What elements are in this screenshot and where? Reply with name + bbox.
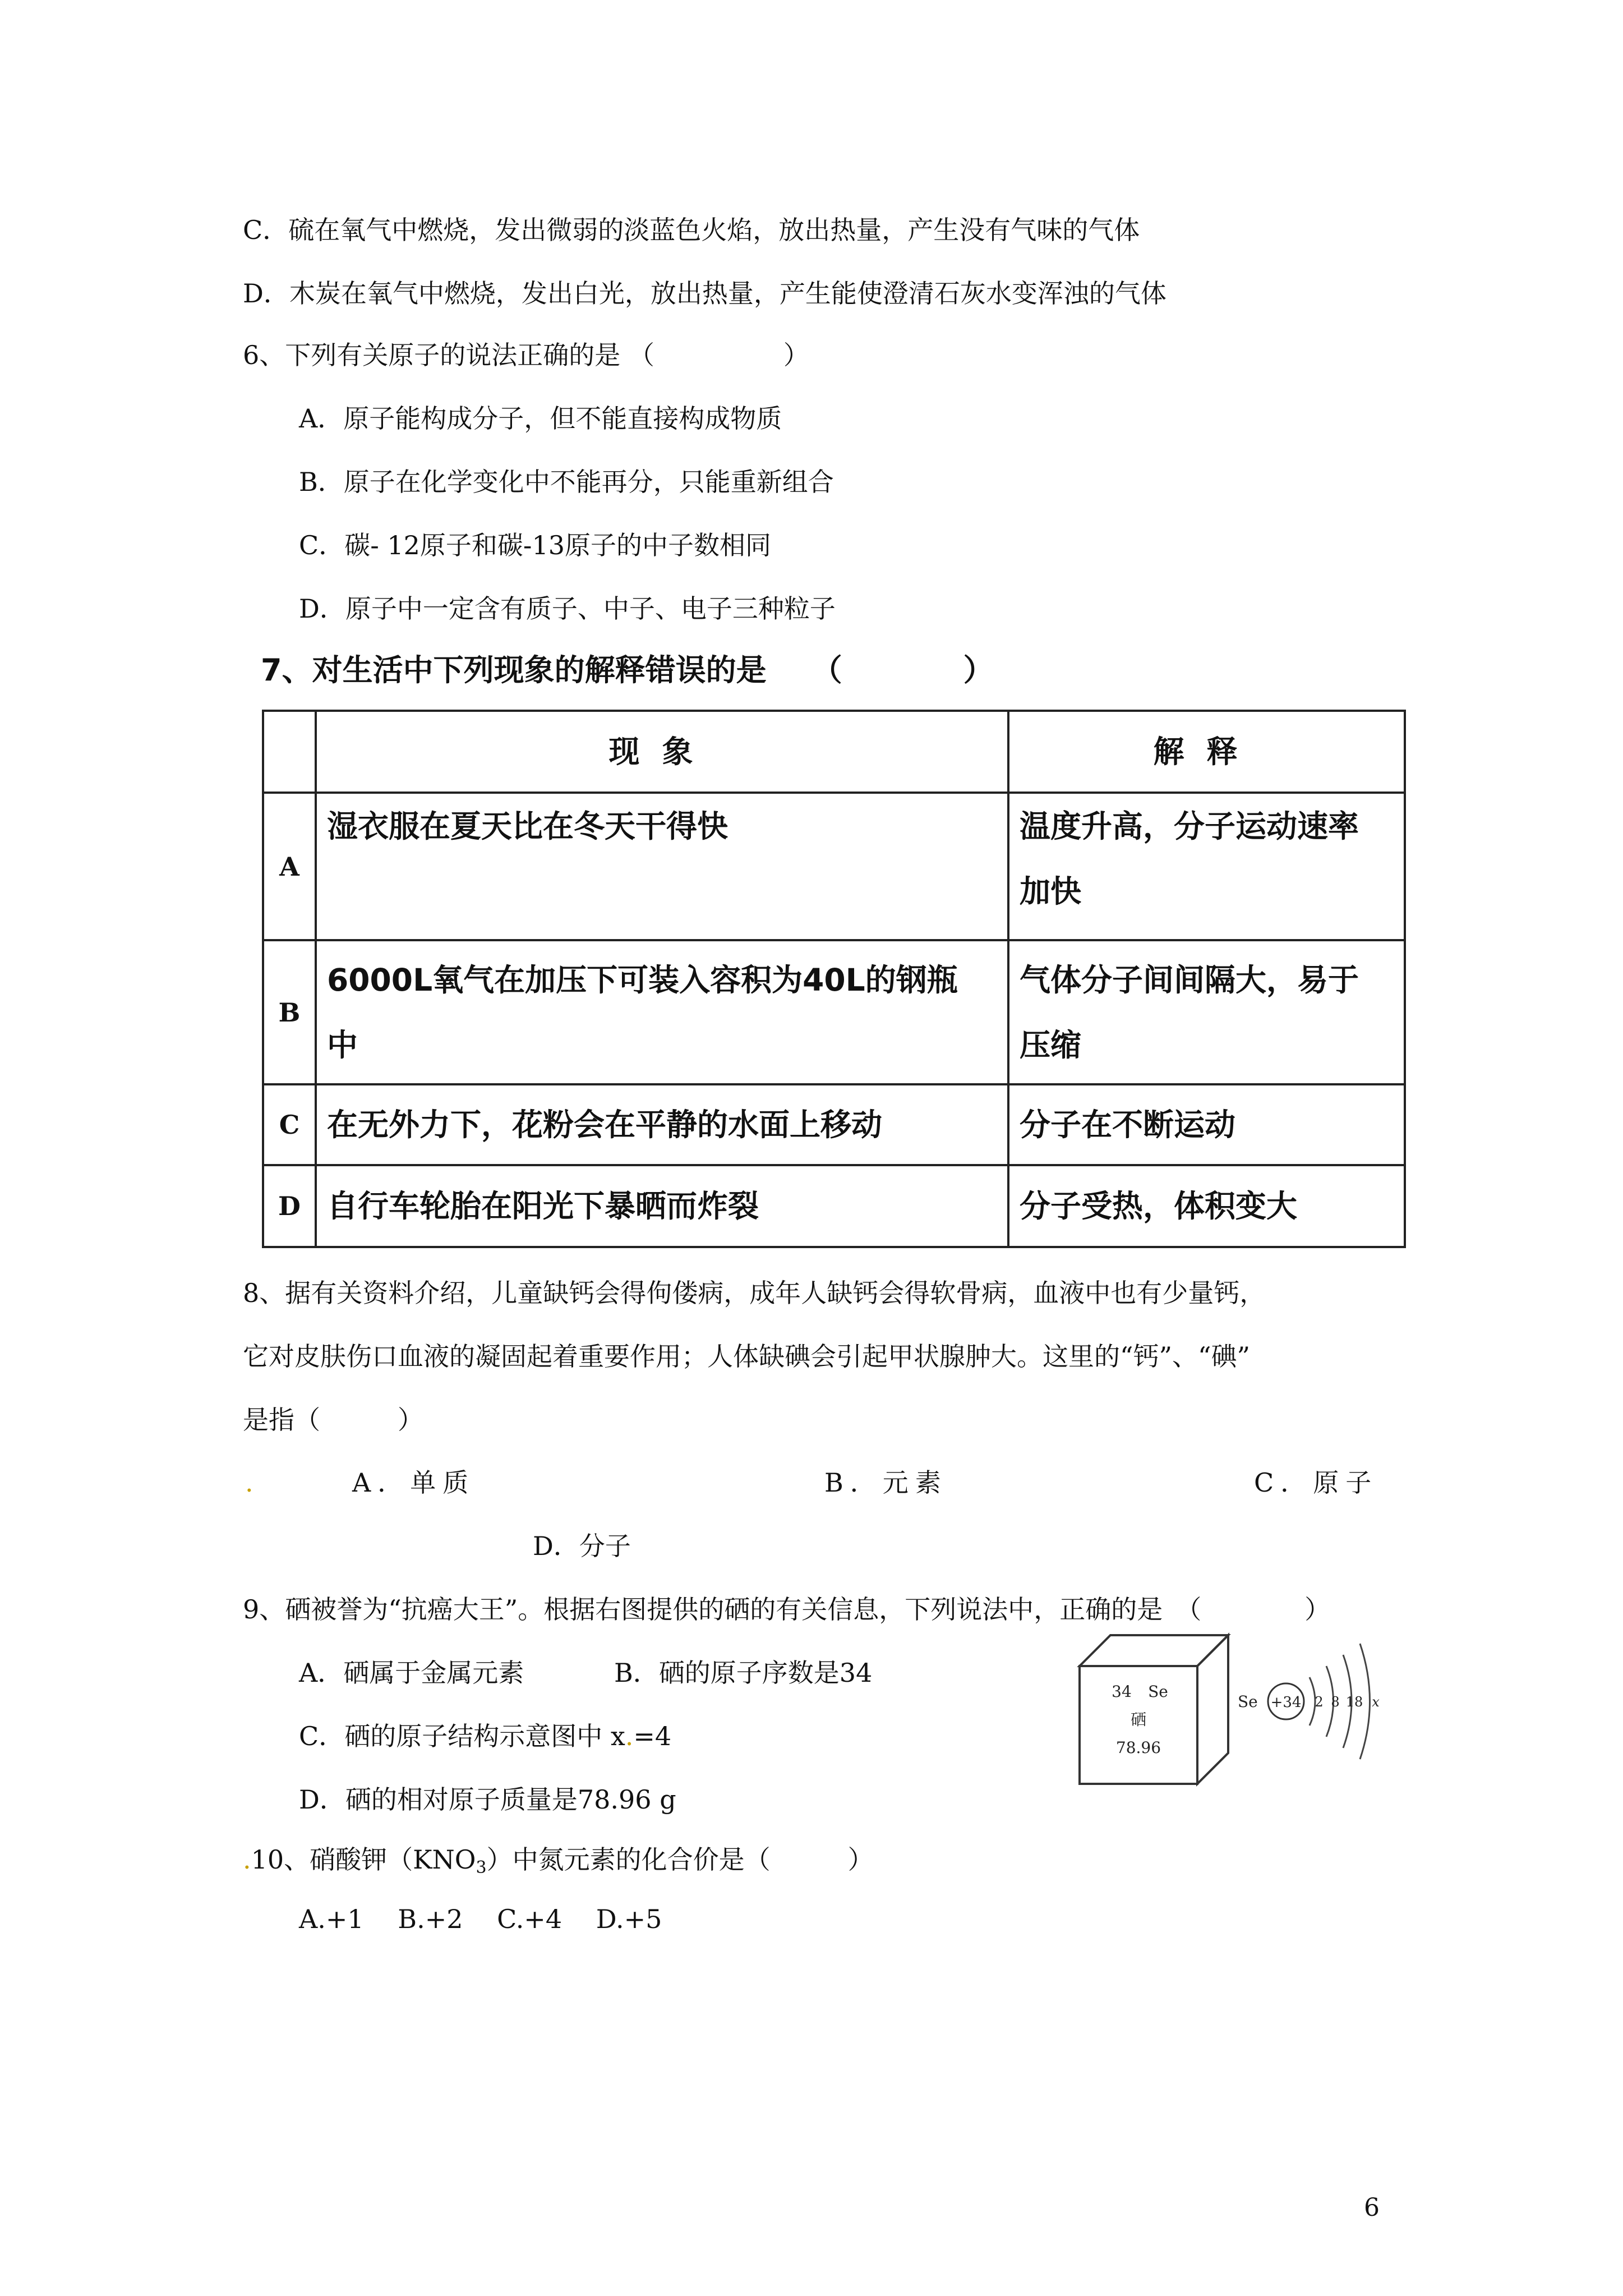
- table-row: [263, 1165, 1405, 1247]
- q10-stem-post: ）中氮元素的化合价是（ ）: [486, 1844, 874, 1875]
- table-row: [263, 1084, 1405, 1165]
- row-explanation: [1008, 1165, 1405, 1247]
- shell-2-electrons: 8: [1331, 1694, 1340, 1710]
- row-label: C: [263, 1084, 316, 1165]
- nucleus-charge: +34: [1270, 1694, 1302, 1711]
- row-label: D: [263, 1165, 316, 1247]
- shell-1-electrons: 2: [1315, 1694, 1324, 1710]
- row-phenomenon: [316, 793, 1008, 940]
- q9-option-c: [299, 1719, 671, 1753]
- q9-option-b: B．硒的原子序数是34: [614, 1658, 873, 1688]
- atomic-structure-diagram: [1238, 1644, 1380, 1759]
- q8-option-a: A．单质: [352, 1467, 476, 1498]
- q10-subscript: 3: [476, 1858, 487, 1878]
- q10-options: A.+1 B.+2 C.+4 D.+5: [299, 1904, 662, 1934]
- shell-3-electrons: 18: [1345, 1694, 1363, 1710]
- page-number: 6: [1364, 2193, 1380, 2222]
- row-label: A: [263, 793, 316, 940]
- header-phenomenon: 现象: [316, 711, 1008, 793]
- row-phenomenon: [316, 940, 1008, 1084]
- cell-line: 自行车轮胎在阳光下暴晒而炸裂: [327, 1188, 759, 1224]
- q5-option-d: D．木炭在氧气中燃烧，发出白光，放出热量，产生能使澄清石灰水变浑浊的气体: [243, 278, 1166, 309]
- q8-option-b: B．元素: [824, 1467, 948, 1498]
- cell-line: 加快: [1020, 873, 1082, 909]
- header-label-cell: [263, 711, 316, 793]
- q7-stem: 7、对生活中下列现象的解释错误的是 （ ）: [261, 652, 994, 688]
- row-explanation: [1008, 1084, 1405, 1165]
- q7-table: [262, 710, 1406, 1248]
- q8-option-d: D．分子: [533, 1531, 631, 1561]
- row-phenomenon: [316, 1165, 1008, 1247]
- cell-line: 中: [327, 1027, 358, 1063]
- diagram-symbol: Se: [1238, 1692, 1258, 1711]
- cell-element-symbol: Se: [1148, 1682, 1168, 1701]
- cell-line: 压缩: [1020, 1027, 1082, 1063]
- q6-stem: 6、下列有关原子的说法正确的是 （ ）: [243, 340, 809, 370]
- cell-line: 分子在不断运动: [1020, 1107, 1236, 1143]
- q6-option-c: C．碳- 12原子和碳-13原子的中子数相同: [299, 530, 771, 560]
- cell-line: 气体分子间间隔大，易于: [1020, 961, 1359, 998]
- q6-option-d: D．原子中一定含有质子、中子、电子三种粒子: [299, 593, 836, 624]
- q10-stem-pre: 10、硝酸钾（KNO: [251, 1844, 476, 1875]
- header-explanation: 解释: [1008, 711, 1405, 793]
- q10-stem: [243, 1843, 874, 1885]
- cell-atomic-mass: 78.96: [1115, 1738, 1161, 1757]
- q8-line-1: 8、据有关资料介绍，儿童缺钙会得佝偻病，成年人缺钙会得软骨病，血液中也有少量钙，: [243, 1278, 1266, 1308]
- q9-option-c-dot: .: [625, 1721, 634, 1751]
- q9-option-c-value: =4: [633, 1721, 672, 1751]
- q8-option-c: C．原子: [1254, 1467, 1378, 1498]
- q9-option-d: D．硒的相对原子质量是78.96 g: [299, 1784, 676, 1815]
- cell-atomic-number: 34: [1112, 1682, 1132, 1701]
- shell-4-electrons: x: [1372, 1694, 1380, 1710]
- cell-line: 温度升高，分子运动速率: [1020, 808, 1359, 844]
- q8-line-2: 它对皮肤伤口血液的凝固起着重要作用；人体缺碘会引起甲状腺肿大。这里的“钙”、“碘”: [243, 1341, 1251, 1372]
- row-label: B: [263, 940, 316, 1084]
- q8-stray-dot: .: [245, 1467, 253, 1498]
- q8-line-3: 是指（ ）: [243, 1405, 423, 1435]
- q5-option-c: C．硫在氧气中燃烧，发出微弱的淡蓝色火焰，放出热量，产生没有气味的气体: [243, 215, 1140, 245]
- q6-option-a: A．原子能构成分子，但不能直接构成物质: [299, 403, 782, 434]
- cell-line: 6000L氧气在加压下可装入容积为40L的钢瓶: [327, 961, 958, 998]
- cell-line: 湿衣服在夏天比在冬天干得快: [327, 808, 728, 844]
- q9-stem: 9、硒被誉为“抗癌大王”。根据右图提供的硒的有关信息，下列说法中，正确的是 （ ）: [243, 1594, 1331, 1625]
- q9-option-a: A．硒属于金属元素: [299, 1658, 524, 1688]
- cell-line: 在无外力下，花粉会在平静的水面上移动: [327, 1107, 883, 1143]
- selenium-figure: [1074, 1627, 1399, 1789]
- periodic-cell: [1080, 1635, 1228, 1784]
- q10-dot: .: [243, 1844, 251, 1875]
- row-explanation: [1008, 940, 1405, 1084]
- table-header-row: [263, 711, 1405, 793]
- cell-line: 分子受热，体积变大: [1020, 1188, 1298, 1224]
- table-row: [263, 940, 1405, 1084]
- row-phenomenon: [316, 1084, 1008, 1165]
- table-row: [263, 793, 1405, 940]
- cell-element-name: 硒: [1130, 1710, 1147, 1729]
- q9-option-c-text: C．硒的原子结构示意图中 x: [299, 1721, 625, 1751]
- row-explanation: [1008, 793, 1405, 940]
- q6-option-b: B．原子在化学变化中不能再分，只能重新组合: [299, 467, 834, 497]
